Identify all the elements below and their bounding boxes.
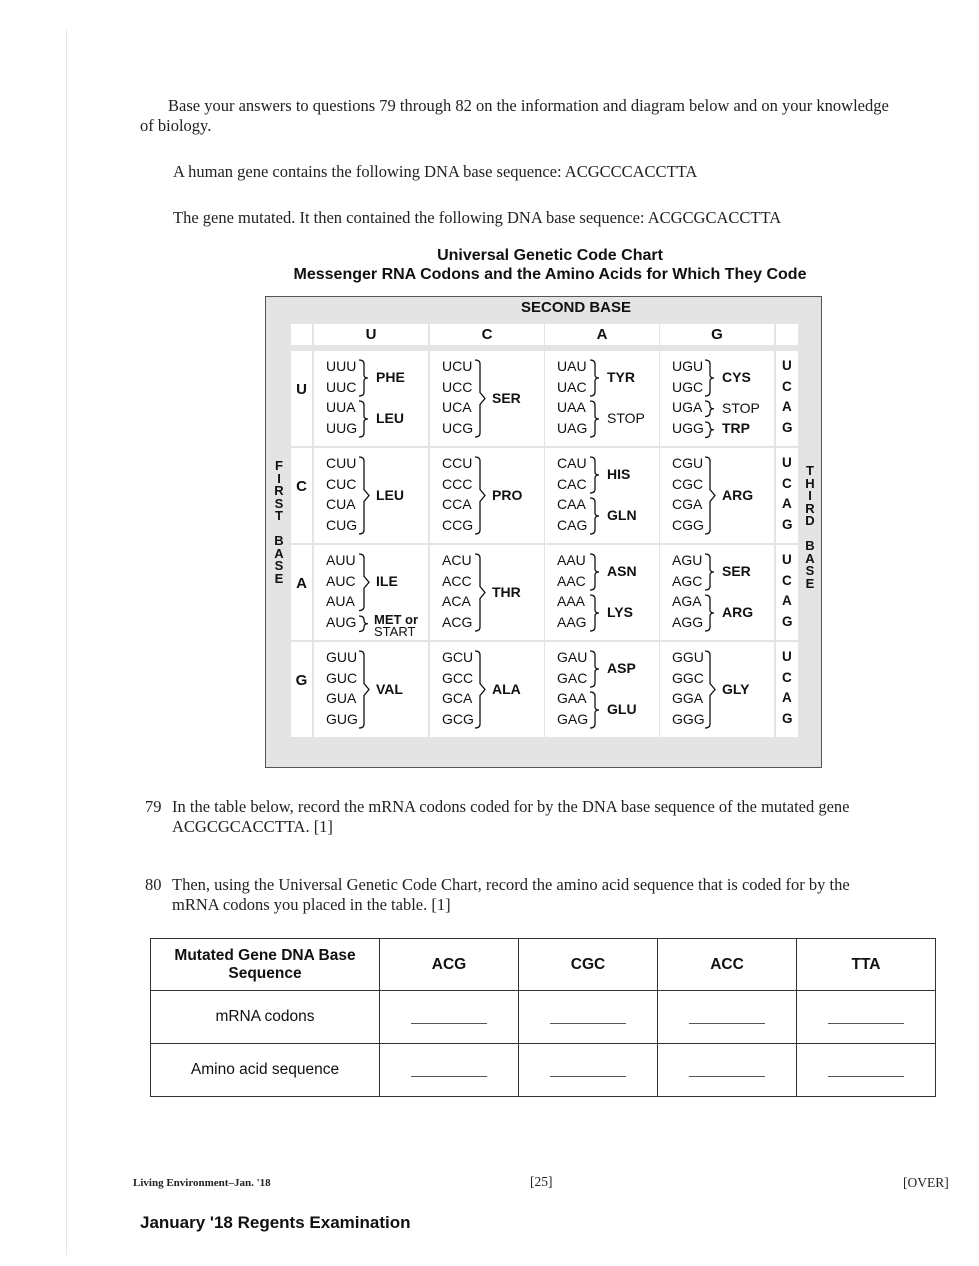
footer-left: Living Environment–Jan. '18 <box>133 1177 271 1189</box>
header-label-line-2: Sequence <box>228 964 302 982</box>
second-base-header-G: G <box>660 324 774 345</box>
amino-acid-label: MET or <box>374 611 419 627</box>
second-base-label: SECOND BASE <box>520 299 632 316</box>
third-base-letter: U <box>782 552 792 567</box>
codon: CGA <box>672 496 703 512</box>
amino-acid-label: LEU <box>376 486 404 503</box>
amino-acid-label: ASP <box>607 660 636 676</box>
answer-table <box>150 938 936 1097</box>
codon-bracket <box>473 553 489 632</box>
codon: UGG <box>672 419 704 436</box>
codon: AGU <box>672 552 703 568</box>
third-base-letter: C <box>782 669 792 685</box>
third-base-letter: C <box>782 378 792 394</box>
third-base-letter: G <box>782 613 793 629</box>
codon: UAG <box>557 419 588 436</box>
third-base-letter: G <box>782 516 793 532</box>
mutated-gene-text: The gene mutated. It then contained the following DNA base sequence: ACGCGCACCTTA <box>173 208 782 227</box>
codon: CUG <box>326 516 358 533</box>
codon: GUA <box>326 690 357 706</box>
codon: CCA <box>442 496 472 512</box>
codon: GGU <box>672 649 704 665</box>
codon-bracket <box>588 691 604 729</box>
third-base-letter: T <box>806 463 814 478</box>
dna-triplet-1: ACG <box>380 939 519 991</box>
codon: GCC <box>442 669 474 686</box>
codon: AUA <box>326 593 355 609</box>
codon: GGC <box>672 669 704 686</box>
exam-title: January '18 Regents Examination <box>140 1213 411 1232</box>
first-base-letter: T <box>275 508 283 523</box>
first-base-A: A <box>291 545 312 640</box>
amino-acid-label: SER <box>492 389 521 406</box>
codon: AGA <box>672 593 702 609</box>
first-base-letter: S <box>274 558 284 573</box>
third-base-letter: R <box>805 500 815 516</box>
mrna-answer-cell[interactable] <box>380 991 519 1044</box>
page-number: [25] <box>530 1174 553 1189</box>
amino-acid-answer-cell[interactable] <box>519 1044 658 1097</box>
answer-table-header-label <box>151 939 380 991</box>
codon: GAU <box>557 649 588 665</box>
amino-acid-label: GLY <box>722 680 750 697</box>
codon: CGU <box>672 455 704 471</box>
amino-acid-label: HIS <box>607 466 631 482</box>
third-base-label <box>803 465 817 590</box>
third-base-letter: C <box>782 572 792 588</box>
codon-bracket <box>473 650 489 729</box>
codon: UGC <box>672 378 704 395</box>
codon: GAC <box>557 669 588 686</box>
amino-acid-label: ARG <box>722 604 754 620</box>
intro-line-1: Base your answers to questions 79 through 82 on the information and diagram below and on your knowledge <box>168 96 889 115</box>
first-base-G: G <box>291 642 312 737</box>
codon-bracket <box>357 456 373 535</box>
mrna-answer-cell[interactable] <box>519 991 658 1044</box>
amino-acid-label: GLU <box>607 701 637 717</box>
first-base-C: C <box>291 448 312 543</box>
third-base-letter: D <box>805 513 815 528</box>
codon: UUG <box>326 419 358 436</box>
codon: CUU <box>326 455 357 471</box>
first-base-label <box>272 460 286 585</box>
codon: AAU <box>557 552 586 568</box>
codon: AUG <box>326 613 357 630</box>
codon: CUA <box>326 496 356 512</box>
third-base-letter: E <box>805 575 815 591</box>
codon: CAG <box>557 516 588 533</box>
amino-acid-answer-cell[interactable] <box>380 1044 519 1097</box>
codon: AAG <box>557 613 587 630</box>
chart-corner-left <box>291 324 312 345</box>
amino-acid-label: GLN <box>607 507 637 523</box>
third-base-letter: B <box>805 538 815 553</box>
third-base-column-C <box>776 448 798 543</box>
answer-blank <box>828 1023 904 1024</box>
amino-acid-label: TYR <box>607 369 635 385</box>
amino-acid-label: VAL <box>376 680 403 697</box>
amino-acid-label: PHE <box>376 369 405 385</box>
first-base-letter: S <box>274 495 284 511</box>
third-base-column-U <box>776 351 798 446</box>
codon-bracket <box>357 553 373 612</box>
codon: AAC <box>557 572 586 589</box>
codon-bracket <box>357 400 373 438</box>
third-base-letter: C <box>782 475 792 491</box>
codon: AGG <box>672 613 704 630</box>
third-base-letter: H <box>805 475 815 491</box>
codon: CCC <box>442 475 473 492</box>
codon: AUU <box>326 552 356 568</box>
amino-acid-label: ASN <box>607 563 637 579</box>
first-base-letter: B <box>274 533 284 548</box>
chart-title-main: Universal Genetic Code Chart <box>437 247 663 264</box>
amino-acid-label: SER <box>722 563 751 579</box>
codon: CAA <box>557 496 586 512</box>
second-base-header-A: A <box>545 324 659 345</box>
codon: UAA <box>557 399 586 415</box>
first-base-letter: E <box>274 570 284 586</box>
first-base-letter: I <box>277 470 281 486</box>
third-base-letter: G <box>782 419 793 435</box>
genetic-code-chart <box>265 296 822 768</box>
codon: UUC <box>326 378 357 395</box>
amino-acid-label: START <box>374 623 416 639</box>
first-base-letter: R <box>274 483 284 498</box>
answer-blank <box>689 1076 765 1077</box>
codon-bracket <box>703 456 719 535</box>
chart-title <box>270 246 830 284</box>
codon: CGC <box>672 475 704 492</box>
codon: GGG <box>672 710 705 727</box>
third-base-letter: U <box>782 649 792 664</box>
codon: UGU <box>672 358 704 374</box>
codon: UAU <box>557 358 587 374</box>
amino-acid-label: STOP <box>722 399 760 416</box>
answer-blank <box>550 1023 626 1024</box>
answer-blank <box>411 1023 487 1024</box>
amino-acid-label: TRP <box>722 420 750 437</box>
codon-bracket <box>473 456 489 535</box>
third-base-letter: S <box>805 563 815 578</box>
amino-acid-answer-cell[interactable] <box>658 1044 797 1097</box>
dna-triplet-2: CGC <box>519 939 658 991</box>
mrna-answer-cell[interactable] <box>797 991 936 1044</box>
codon-bracket <box>588 594 604 632</box>
codon-bracket <box>588 359 604 397</box>
codon-bracket <box>703 553 719 591</box>
codon: GCU <box>442 649 474 665</box>
amino-acid-label: LEU <box>376 410 404 426</box>
codon: GCA <box>442 690 473 706</box>
third-base-letter: A <box>782 593 792 608</box>
codon: GGA <box>672 690 704 706</box>
codon: GUC <box>326 669 358 686</box>
third-base-letter: U <box>782 358 792 373</box>
codon-bracket <box>703 400 719 418</box>
codon-bracket <box>588 650 604 688</box>
third-base-letter: I <box>808 488 812 503</box>
codon: UCA <box>442 399 472 415</box>
codon: CUC <box>326 475 357 492</box>
codon-bracket <box>588 456 604 494</box>
footer-right: [OVER] <box>903 1175 949 1190</box>
codon: GCG <box>442 710 474 727</box>
third-base-letter: U <box>782 455 792 470</box>
amino-acid-label: STOP <box>607 410 645 426</box>
codon: UCC <box>442 378 473 395</box>
codon-bracket <box>357 615 373 633</box>
codon-bracket <box>357 359 373 397</box>
question-79-number: 79 <box>145 797 162 816</box>
amino-acid-label: ILE <box>376 573 398 590</box>
chart-corner-right <box>776 324 798 345</box>
first-base-letter: F <box>275 458 283 473</box>
amino-acid-label: LYS <box>607 604 633 620</box>
codon-bracket <box>588 400 604 438</box>
mrna-answer-cell[interactable] <box>658 991 797 1044</box>
second-base-header-C: C <box>430 324 544 345</box>
header-label-line-1: Mutated Gene DNA Base <box>174 946 356 964</box>
mrna-codons-label: mRNA codons <box>151 991 380 1044</box>
answer-blank <box>689 1023 765 1024</box>
codon: AUC <box>326 572 356 589</box>
amino-acid-label: ARG <box>722 486 754 503</box>
question-80-number: 80 <box>145 875 162 894</box>
dna-triplet-3: ACC <box>658 939 797 991</box>
answer-blank <box>411 1076 487 1077</box>
codon: GAG <box>557 710 589 727</box>
third-base-letter: A <box>782 399 792 414</box>
third-base-column-A <box>776 545 798 640</box>
codon: CAU <box>557 455 587 471</box>
codon-bracket <box>588 553 604 591</box>
original-gene-text: A human gene contains the following DNA base sequence: ACGCCCACCTTA <box>173 162 698 181</box>
codon: AGC <box>672 572 703 589</box>
first-base-U: U <box>291 351 312 446</box>
page-margin-line <box>66 30 67 1255</box>
third-base-letter: A <box>805 550 815 566</box>
codon: GUG <box>326 710 358 727</box>
answer-blank <box>550 1076 626 1077</box>
question-80-line-1: Then, using the Universal Genetic Code Chart, record the amino acid sequence that is coded for by the <box>172 875 850 894</box>
codon-bracket <box>357 650 373 729</box>
amino-acid-label: CYS <box>722 369 751 385</box>
codon: UGA <box>672 399 703 415</box>
first-base-letter: A <box>274 545 284 561</box>
amino-acid-label: ALA <box>492 680 521 697</box>
third-base-letter: A <box>782 690 792 705</box>
amino-acid-label: Amino acid sequence <box>151 1044 380 1097</box>
codon: UUU <box>326 358 357 374</box>
codon: AAA <box>557 593 586 609</box>
codon: ACU <box>442 552 472 568</box>
codon: GAA <box>557 690 587 706</box>
amino-acid-answer-cell[interactable] <box>797 1044 936 1097</box>
codon: CGG <box>672 516 704 533</box>
codon: UCG <box>442 419 474 436</box>
codon: UCU <box>442 358 473 374</box>
codon: UAC <box>557 378 587 395</box>
second-base-header-U: U <box>314 324 428 345</box>
codon-bracket <box>588 497 604 535</box>
codon: CCG <box>442 516 474 533</box>
question-79-line-2: ACGCGCACCTTA. [1] <box>172 817 333 836</box>
codon: ACA <box>442 593 471 609</box>
dna-triplet-4: TTA <box>797 939 936 991</box>
codon-bracket <box>703 421 719 439</box>
codon-bracket <box>703 650 719 729</box>
amino-acid-label: PRO <box>492 486 523 503</box>
third-base-column-G <box>776 642 798 737</box>
codon-bracket <box>703 594 719 632</box>
amino-acid-label: THR <box>492 583 521 600</box>
question-80-line-2: mRNA codons you placed in the table. [1] <box>172 895 451 914</box>
answer-blank <box>828 1076 904 1077</box>
intro-line-2: of biology. <box>140 116 212 135</box>
codon: ACG <box>442 613 473 630</box>
codon: ACC <box>442 572 472 589</box>
codon: CAC <box>557 475 587 492</box>
codon-bracket <box>703 359 719 397</box>
codon-bracket <box>473 359 489 438</box>
question-79-line-1: In the table below, record the mRNA codons coded for by the DNA base sequence of the mutated gene <box>172 797 850 816</box>
codon: CCU <box>442 455 473 471</box>
third-base-letter: A <box>782 496 792 511</box>
codon: UUA <box>326 399 356 415</box>
chart-subtitle: Messenger RNA Codons and the Amino Acids for Which They Code <box>293 266 807 283</box>
codon: GUU <box>326 649 358 665</box>
third-base-letter: G <box>782 710 793 726</box>
